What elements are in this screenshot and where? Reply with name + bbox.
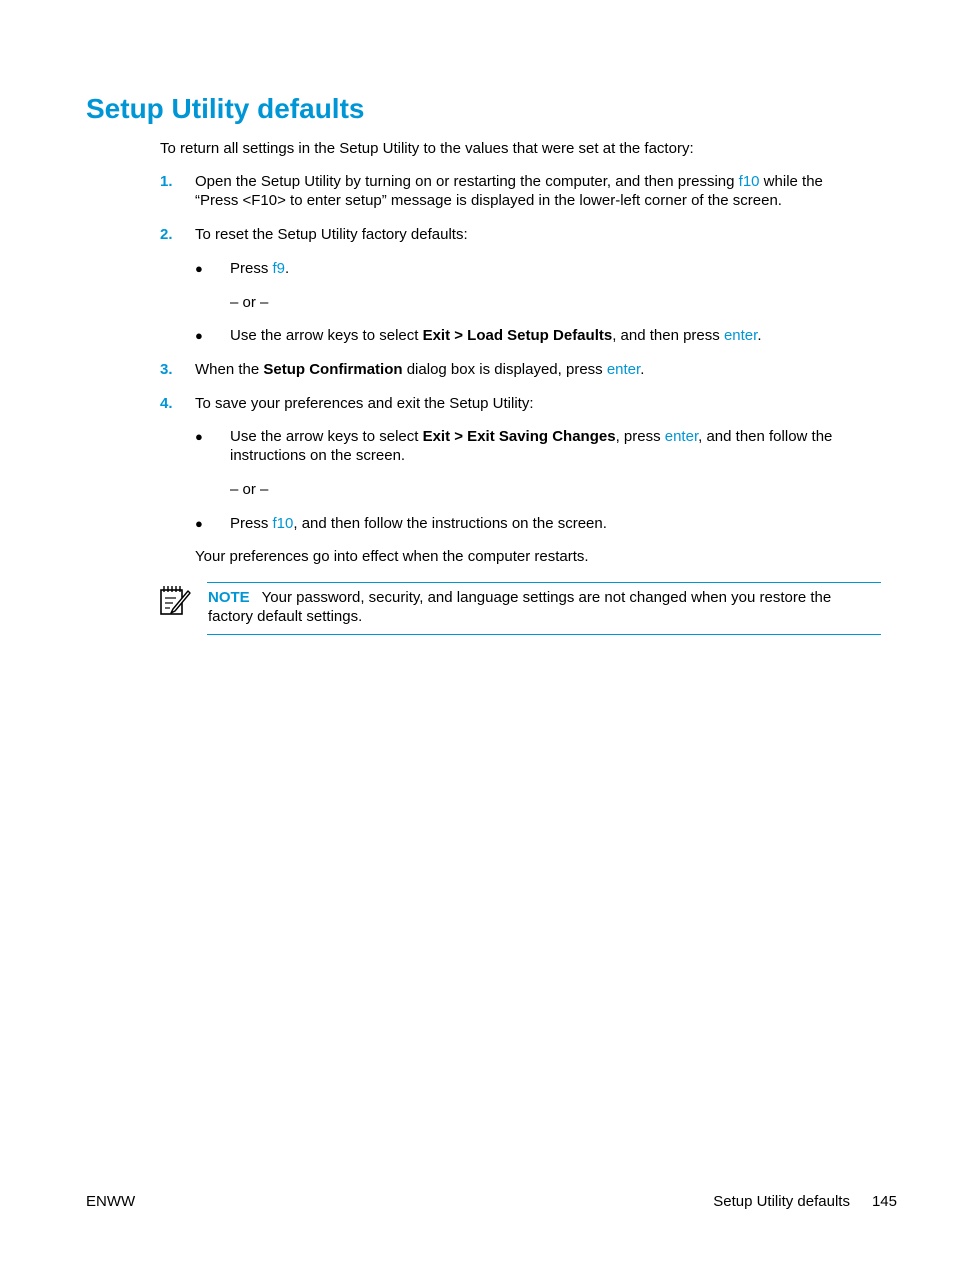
key-enter: enter xyxy=(606,361,641,378)
step-text-part: When the xyxy=(195,361,264,378)
key-f10: f10 xyxy=(738,173,760,190)
bullet-text xyxy=(230,514,890,533)
step-text-part: dialog box is displayed, press xyxy=(402,361,607,378)
key-enter: enter xyxy=(723,327,758,344)
dialog-name: Setup Confirmation xyxy=(263,361,403,378)
step-number: 4. xyxy=(160,395,173,412)
bullet-text-part: Use the arrow keys to select xyxy=(230,327,423,344)
key-f9: f9 xyxy=(272,260,286,277)
bullet-text-part: instructions on the screen. xyxy=(230,447,406,464)
step-text-part: Open the Setup Utility by turning on or restarting the computer, and then pressing xyxy=(195,173,739,190)
step-number: 2. xyxy=(160,226,173,243)
or-separator: – or – xyxy=(230,481,269,498)
menu-path: Exit > Load Setup Defaults xyxy=(422,327,613,344)
step-number: 1. xyxy=(160,173,173,190)
note-pencil-icon xyxy=(158,583,192,617)
note-body xyxy=(208,588,880,626)
bullet-text-part: , press xyxy=(615,428,665,445)
bullet-text-part: Use the arrow keys to select xyxy=(230,428,423,445)
key-f10: f10 xyxy=(272,515,294,532)
bullet-icon: ● xyxy=(195,429,203,444)
bullet-icon: ● xyxy=(195,516,203,531)
bullet-text-part: Press xyxy=(230,260,273,277)
or-separator: – or – xyxy=(230,294,269,311)
bullet-text xyxy=(230,326,890,345)
bullet-text xyxy=(230,259,890,278)
step-text-part: . xyxy=(640,361,645,378)
footer-section: Setup Utility defaults xyxy=(713,1193,850,1210)
step-text-part: “Press <F10> to enter setup” message is displayed in the lower-left corner of the screen. xyxy=(195,192,782,209)
key-enter: enter xyxy=(664,428,699,445)
page-title: Setup Utility defaults xyxy=(86,93,365,124)
bullet-icon: ● xyxy=(195,328,203,343)
menu-path: Exit > Exit Saving Changes xyxy=(422,428,616,445)
note-label: NOTE xyxy=(208,589,250,606)
bullet-text-part: . xyxy=(285,260,290,277)
step-text xyxy=(195,360,885,379)
bullet-text-part: , and then press xyxy=(612,327,724,344)
step-text: To save your preferences and exit the Setup Utility: xyxy=(195,395,534,412)
footer-right xyxy=(713,1192,897,1211)
bullet-text xyxy=(230,427,890,465)
note-bottom-rule xyxy=(207,634,881,635)
step-text-part: while the xyxy=(759,173,823,190)
step-followup-text: Your preferences go into effect when the computer restarts. xyxy=(195,548,589,565)
page-number: 145 xyxy=(871,1193,897,1210)
bullet-text-part: Press xyxy=(230,515,273,532)
note-top-rule xyxy=(207,582,881,583)
step-number: 3. xyxy=(160,361,173,378)
bullet-text-part: , and then follow the xyxy=(698,428,833,445)
bullet-text-part: . xyxy=(757,327,762,344)
step-text xyxy=(195,172,885,210)
note-text: Your password, security, and language settings are not changed when you restore the factory default settings. xyxy=(208,589,832,625)
bullet-icon: ● xyxy=(195,261,203,276)
step-text: To reset the Setup Utility factory defaults: xyxy=(195,226,468,243)
bullet-text-part: , and then follow the instructions on the screen. xyxy=(293,515,607,532)
intro-paragraph: To return all settings in the Setup Utility to the values that were set at the factory: xyxy=(160,140,694,157)
footer-left: ENWW xyxy=(86,1193,136,1210)
